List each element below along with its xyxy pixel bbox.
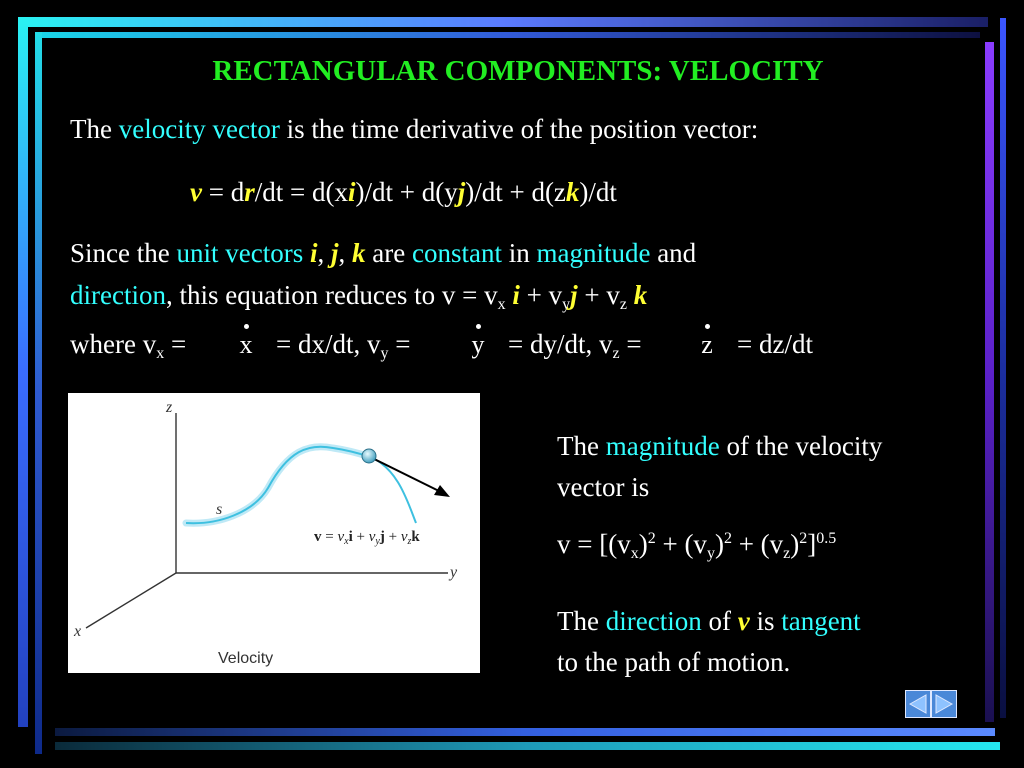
y-dot-symbol: y — [468, 330, 488, 360]
intro-line: The velocity vector is the time derivative of the position vector: — [70, 114, 759, 144]
direction-line-2: to the path of motion. — [557, 647, 791, 677]
path-highlight — [186, 447, 370, 524]
direction-line-1: The direction of v is tangent — [557, 606, 861, 636]
triangle-right-icon — [932, 691, 956, 717]
magnitude-equation: $v = [(v_x)^2 + (v_y)^2 + (v_z)^2]^{0.5}$ — [557, 529, 837, 562]
where-line-mid2: = dy/dt, $v_z$ = — [508, 329, 642, 362]
frame-right-bar-outer — [1000, 18, 1006, 718]
magnitude-line-2: vector is — [557, 472, 650, 502]
velocity-derivative-equation: v = dr/dt = d(xi)/dt + d(yj)/dt + d(zk)/dt — [190, 177, 617, 207]
where-line-mid1: = dx/dt, $v_y$ = — [276, 329, 411, 362]
y-label: y — [450, 564, 458, 581]
x-axis — [86, 573, 176, 628]
previous-slide-button[interactable] — [905, 690, 931, 718]
where-line-end: = dz/dt — [737, 329, 813, 359]
frame-left-bar — [18, 17, 28, 727]
where-line-prefix: where $v_x$ = — [70, 329, 187, 362]
frame-bottom-bar-outer — [55, 742, 1000, 750]
velocity-figure — [68, 393, 480, 673]
x-label: x — [74, 623, 82, 640]
arrow-head — [434, 485, 450, 497]
reduced-equation-line: direction, this equation reduces to $v = v_x$ $i + v_yj + v_z$ k — [70, 280, 648, 313]
velocity-equation-label: $v = v_xi + v_yj + v_zk$ — [314, 529, 420, 547]
z-label: z — [166, 399, 173, 416]
slide-title: RECTANGULAR COMPONENTS: VELOCITY — [212, 55, 824, 87]
figure-caption: Velocity — [218, 650, 274, 667]
particle — [362, 449, 376, 463]
velocity-diagram — [68, 393, 480, 673]
frame-left-bar-inner — [35, 32, 42, 754]
frame-top-bar — [18, 17, 988, 27]
velocity-arrow — [370, 457, 443, 493]
frame-top-bar-inner — [35, 32, 980, 38]
frame-bottom-bar — [55, 728, 995, 736]
magnitude-line-1: The magnitude of the velocity — [557, 431, 883, 461]
s-label: s — [216, 501, 223, 518]
x-dot-symbol: x — [236, 330, 256, 360]
z-dot-symbol: z — [697, 330, 717, 360]
unit-vectors-line: Since the unit vectors i, j, k are constant in magnitude and — [70, 238, 697, 268]
triangle-left-icon — [906, 691, 930, 717]
frame-right-bar — [985, 42, 994, 722]
next-slide-button[interactable] — [931, 690, 957, 718]
